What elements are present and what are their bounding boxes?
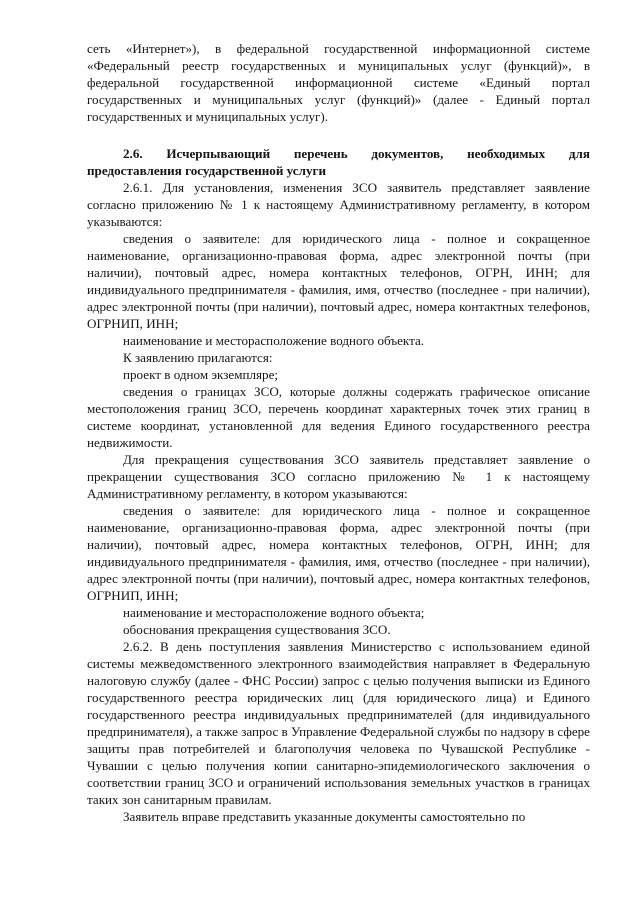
paragraph-water-object-2: наименование и месторасположение водного объекта; bbox=[123, 605, 425, 620]
paragraph-water-object: наименование и месторасположение водного объекта. bbox=[123, 333, 425, 348]
section-heading bbox=[87, 145, 590, 179]
spacer bbox=[87, 125, 590, 145]
paragraph-attachments: К заявлению прилагаются: bbox=[123, 350, 273, 365]
paragraph-justification: обоснования прекращения существования ЗСО. bbox=[123, 622, 391, 637]
section-heading-line1 bbox=[87, 145, 590, 162]
heading-word: необходимых bbox=[467, 146, 546, 161]
heading-word: перечень bbox=[293, 146, 348, 161]
paragraph-applicant-info: сведения о заявителе: для юридического лица - полное и сокращенное наименование, организационно-правовая форма, адрес электронной почты (при наличии), почтовый адрес, номера контактных телефонов, ОГРН, ИНН; для индивидуального предпринимателя - фамилия, имя, отчество (последнее - при наличии), адрес электронной почты (при наличии), почтовый адрес, номера контактных телефонов, ОГРНИП, ИНН; bbox=[87, 231, 590, 331]
heading-word: документов, bbox=[371, 146, 444, 161]
paragraph-2-6-1: 2.6.1. Для установления, изменения ЗСО заявитель представляет заявление согласно приложению № 1 к настоящему Административному регламенту, в котором указываются: bbox=[87, 180, 590, 229]
intro-paragraph: сеть «Интернет»), в федеральной государственной информационной системе «Федеральный реестр государственных и муниципальных услуг (функций)», в федеральной государственной информационной системе «Единый портал государственных и муниципальных услуг (функций)» (далее - Единый портал государственных и муниципальных услуг). bbox=[87, 41, 590, 124]
paragraph-zso-bounds: сведения о границах ЗСО, которые должны содержать графическое описание местоположения границ ЗСО, перечень координат характерных точек этих границ в системе координат, установленной для ведения Единого государственного реестра недвижимости. bbox=[87, 384, 590, 450]
paragraph-self-submit: Заявитель вправе представить указанные документы самостоятельно по bbox=[123, 809, 526, 824]
paragraph-project: проект в одном экземпляре; bbox=[123, 367, 279, 382]
section-heading-line2: предоставления государственной услуги bbox=[87, 163, 326, 178]
document-page bbox=[87, 40, 590, 825]
paragraph-termination: Для прекращения существования ЗСО заявитель представляет заявление о прекращении существования ЗСО согласно приложению № 1 к настоящему Административному регламенту, в котором указываются: bbox=[87, 452, 590, 501]
paragraph-2-6-2: 2.6.2. В день поступления заявления Министерство с использованием единой системы межведомственного электронного взаимодействия направляет в Федеральную налоговую службу (далее - ФНС России) запрос с целью получения выписки из Единого государственного реестра юридических лиц (для юридического лица) и Единого государственного реестра индивидуальных предпринимателей (для индивидуального предпринимателя), а также запрос в Управление Федеральной службы по надзору в сфере защиты прав потребителей и благополучия человека по Чувашской Республике - Чувашии с целью получения копии санитарно-эпидемиологического заключения о соответствии границ ЗСО и ограничений использования земельных участков в границах таких зон санитарным правилам. bbox=[87, 639, 590, 807]
paragraph-applicant-info-2: сведения о заявителе: для юридического лица - полное и сокращенное наименование, организационно-правовая форма, адрес электронной почты (при наличии), почтовый адрес, номера контактных телефонов, ОГРН, ИНН; для индивидуального предпринимателя - фамилия, имя, отчество (последнее - при наличии), адрес электронной почты (при наличии), почтовый адрес, номера контактных телефонов, ОГРНИП, ИНН; bbox=[87, 503, 590, 603]
section-number: 2.6. bbox=[123, 146, 143, 161]
heading-word: для bbox=[568, 146, 590, 161]
heading-word: Исчерпывающий bbox=[166, 146, 271, 161]
